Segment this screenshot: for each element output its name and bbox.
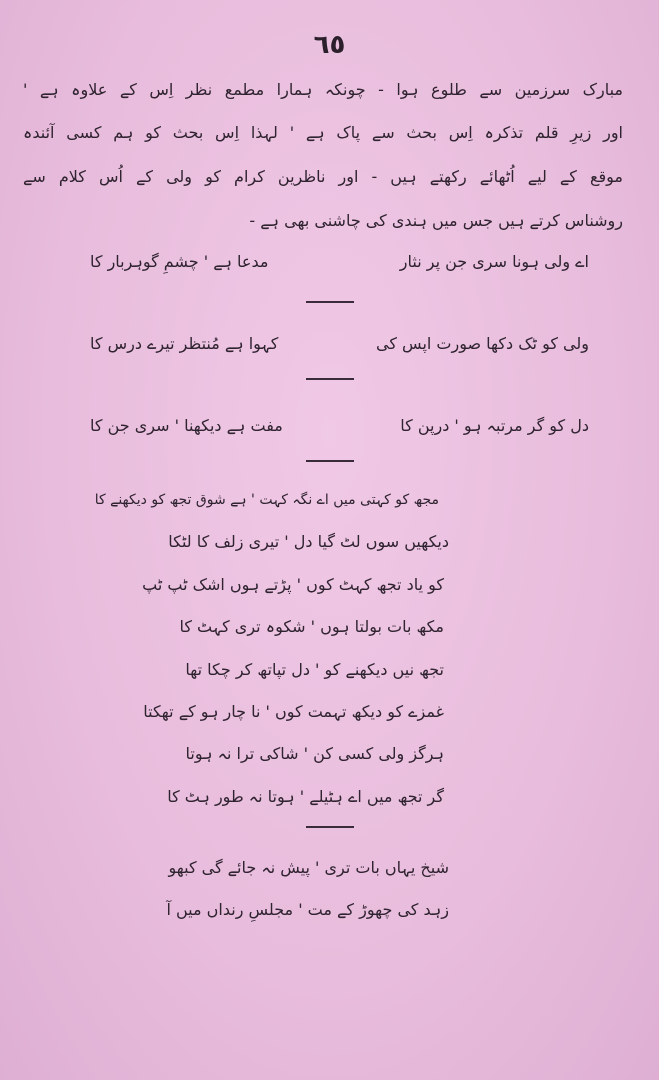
prose-line: موقع کے لیے اُٹھائے رکھتے ہیں - اور ناظرین کرام کو ولی کے اُس کلام سے — [23, 167, 623, 186]
page-number: ٦٥ — [313, 30, 346, 60]
ghazal-verse: ہرگز ولی کسی کن ' شاکی ترا نہ ہوتا — [185, 744, 444, 763]
ghazal-verse: کو یاد تجھ کہٹ کوں ' پڑتے ہوں اشک ٹپ ٹپ — [142, 575, 444, 594]
section-divider — [306, 301, 354, 303]
section-divider — [306, 826, 354, 828]
ghazal-intro: مجھ کو کہتی میں اے نگہ کہت ' ہے شوق تجھ کو دیکھنے کا — [94, 492, 439, 508]
couplet-second-hemistich: مفت ہے دیکھنا ' سری جن کا — [90, 416, 283, 435]
ghazal-verse: مکھ بات بولتا ہوں ' شکوہ تری کہٹ کا — [179, 617, 444, 636]
ghazal-verse: دیکھیں سوں لٹ گیا دل ' تیری زلف کا لٹکا — [168, 532, 449, 551]
couplet-second-hemistich: کہوا ہے مُنتظر تیرے درس کا — [90, 334, 279, 353]
final-verse: شیخ یہاں بات تری ' پیش نہ جائے گی کبھو — [168, 858, 449, 877]
ghazal-verse: تجھ نیں دیکھنے کو ' دل تپاتھ کر چکا تھا — [185, 660, 444, 679]
ghazal-verse: گر تجھ میں اے ہٹیلے ' ہوتا نہ طور ہٹ کا — [167, 787, 444, 806]
prose-line: مبارک سرزمین سے طلوع ہوا - چونکہ ہمارا مطمع نظر اِس کے علاوہ ہے ' — [23, 80, 623, 99]
couplet-first-hemistich: دل کو گر مرتبہ ہو ' درپن کا — [400, 416, 589, 435]
section-divider — [306, 460, 354, 462]
ghazal-verse: غمزے کو دیکھ تہمت کوں ' نا چار ہو کے تھکتا — [143, 702, 444, 721]
prose-line: روشناس کرتے ہیں جس میں ہندی کی چاشنی بھی ہے - — [249, 211, 623, 230]
section-divider — [306, 378, 354, 380]
prose-line: اور زیرِ قلم تذکرہ اِس بحث سے پاک ہے ' لہذا اِس بحث کو ہم کسی آئندہ — [23, 123, 623, 142]
final-verse: زہد کی چھوڑ کے مت ' مجلسِ رنداں میں آ — [166, 900, 449, 919]
couplet-first-hemistich: اے ولی ہونا سری جن پر نثار — [399, 252, 589, 271]
couplet-second-hemistich: مدعا ہے ' چشمِ گوہربار کا — [90, 252, 269, 271]
couplet-first-hemistich: ولی کو ٹک دکھا صورت اپس کی — [376, 334, 589, 353]
